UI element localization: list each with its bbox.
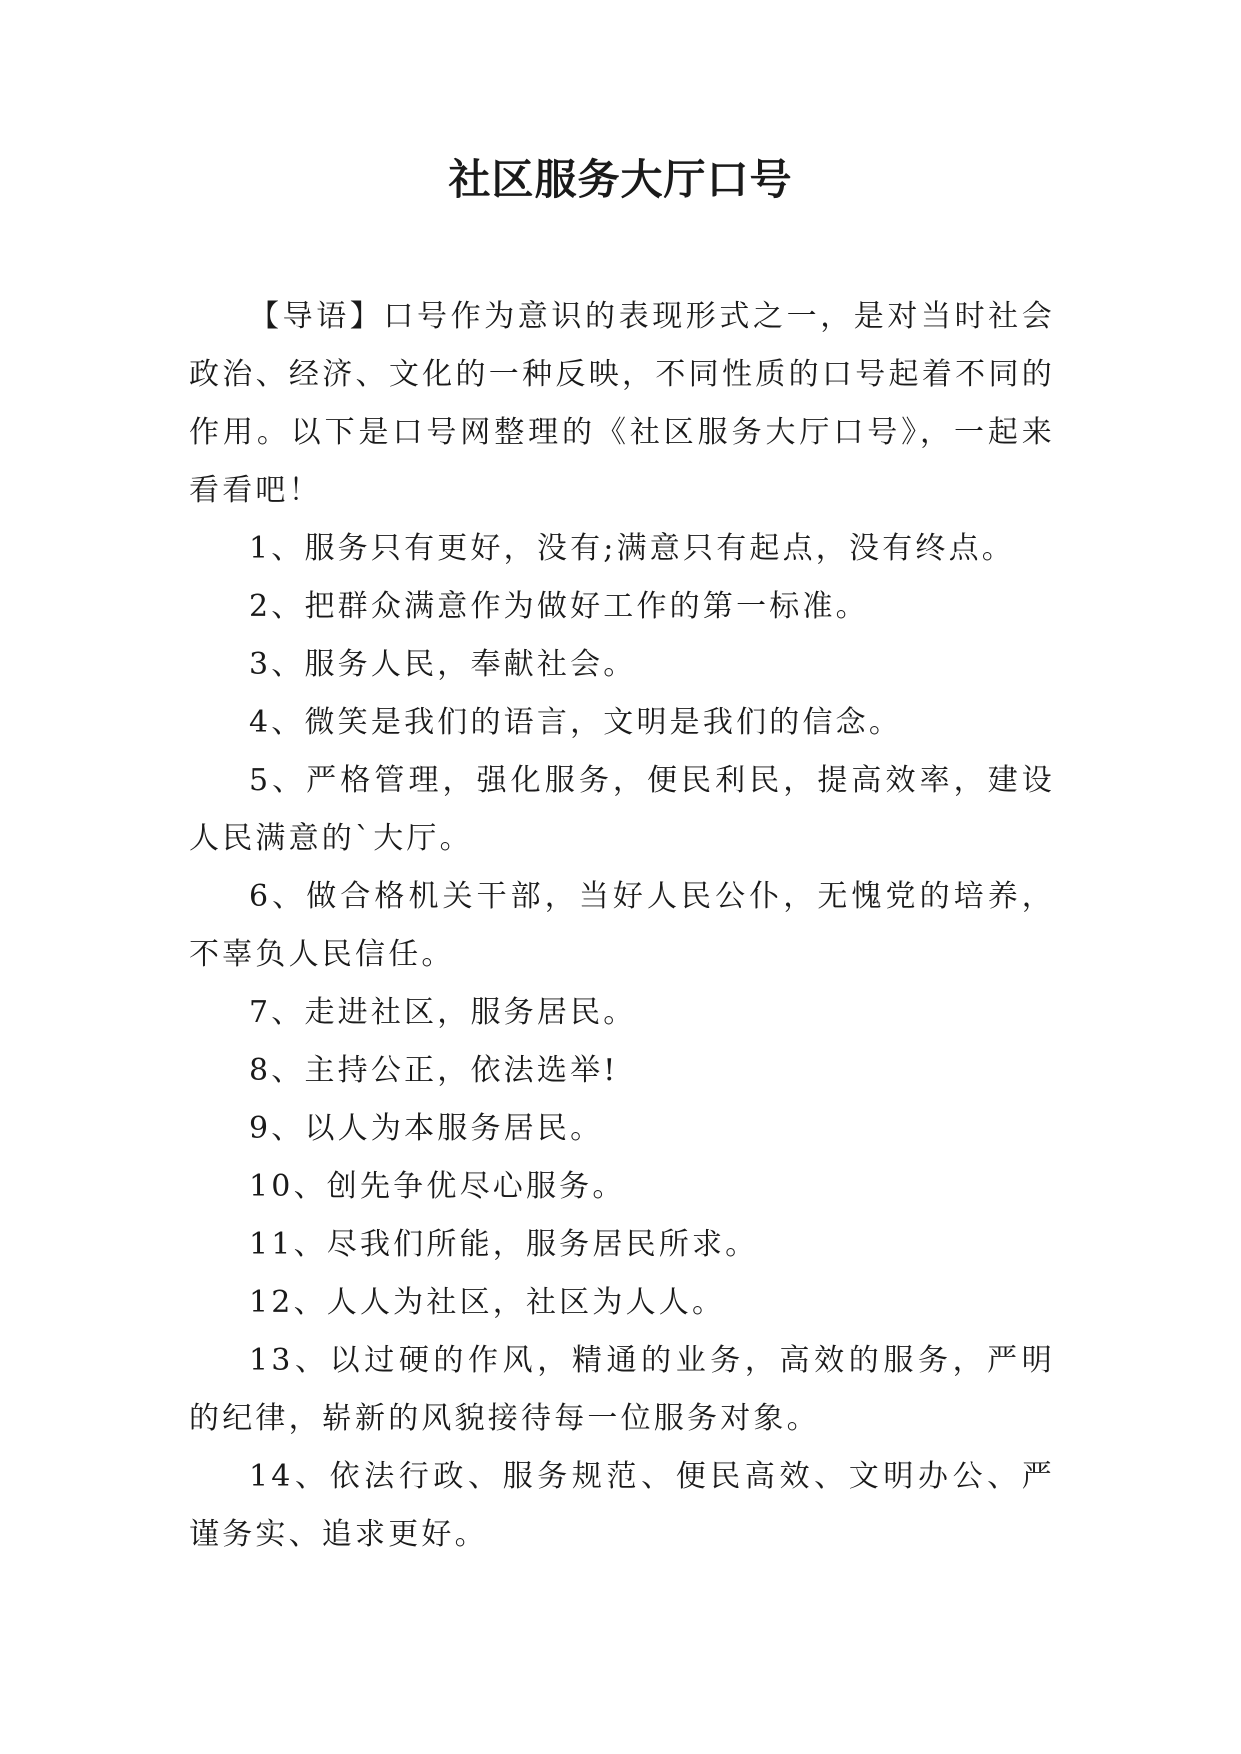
slogan-item: 5、严格管理，强化服务，便民利民，提高效率，建设人民满意的`大厅。 [189, 763, 1055, 856]
slogan-item: 3、服务人民，奉献社会。 [249, 647, 637, 682]
slogan-item: 10、创先争优尽心服务。 [249, 1169, 626, 1204]
intro-paragraph: 【导语】口号作为意识的表现形式之一，是对当时社会政治、经济、文化的一种反映，不同性质的口号起着不同的作用。以下是口号网整理的《社区服务大厅口号》，一起来看看吧！ [189, 299, 1055, 508]
slogan-item: 7、走进社区，服务居民。 [249, 995, 637, 1030]
slogan-item: 1、服务只有更好，没有;满意只有起点，没有终点。 [249, 531, 1015, 566]
slogan-item: 2、把群众满意作为做好工作的第一标准。 [249, 589, 869, 624]
document-body [189, 288, 1055, 1564]
slogan-item: 13、以过硬的作风，精通的业务，高效的服务，严明的纪律，崭新的风貌接待每一位服务对象。 [189, 1343, 1055, 1436]
slogan-item: 9、以人为本服务居民。 [249, 1111, 604, 1146]
document-title: 社区服务大厅口号 [448, 155, 793, 204]
slogan-item: 6、做合格机关干部，当好人民公仆，无愧党的培养，不辜负人民信任。 [189, 879, 1055, 972]
slogan-item: 14、依法行政、服务规范、便民高效、文明办公、严谨务实、追求更好。 [189, 1459, 1055, 1552]
slogan-item: 12、人人为社区，社区为人人。 [249, 1285, 726, 1320]
slogan-item: 4、微笑是我们的语言，文明是我们的信念。 [249, 705, 903, 740]
slogan-item: 8、主持公正，依法选举! [249, 1053, 619, 1088]
slogan-item: 11、尽我们所能，服务居民所求。 [249, 1227, 759, 1262]
